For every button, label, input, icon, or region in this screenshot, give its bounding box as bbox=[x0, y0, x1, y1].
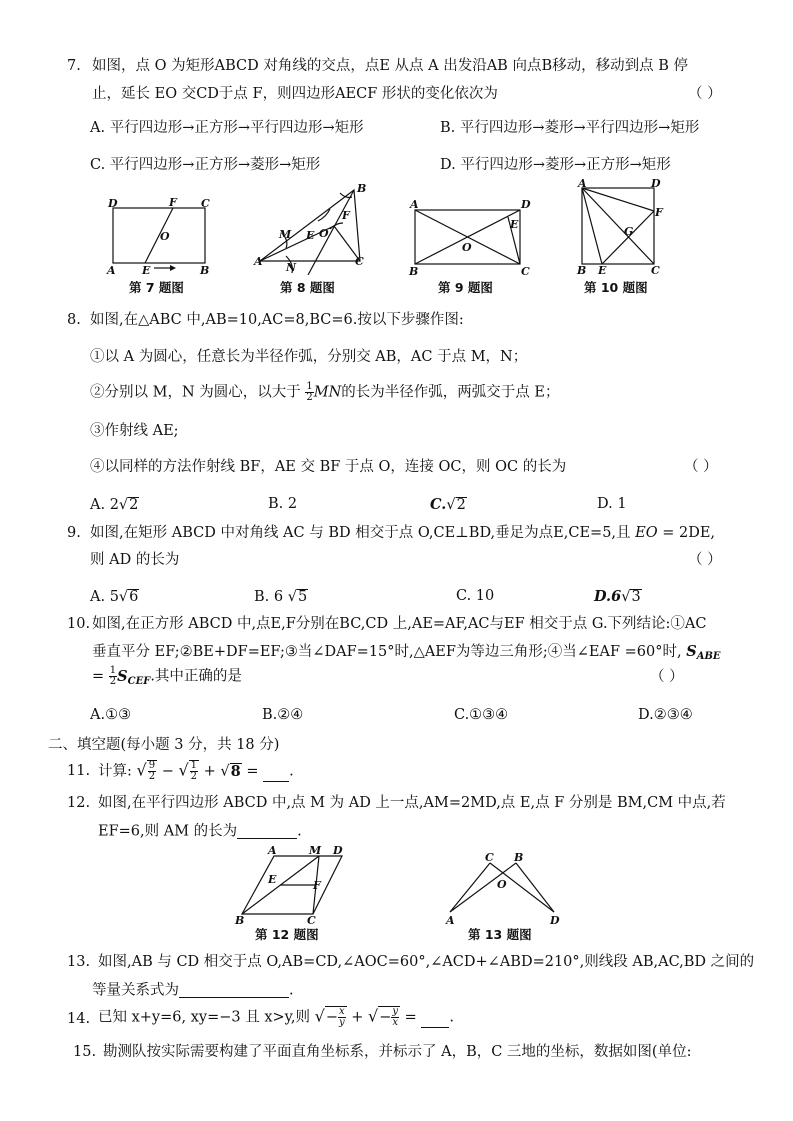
q10-s-abe-sub: ABE bbox=[696, 651, 721, 662]
q7-option-d: D. 平行四边形→菱形→正方形→矩形 bbox=[440, 157, 671, 173]
q11-frac2-den: 2 bbox=[190, 771, 198, 782]
q8-frac-den: 2 bbox=[306, 392, 313, 403]
fig13-label-a: A bbox=[446, 914, 455, 924]
q10-frac-den: 2 bbox=[109, 676, 117, 687]
fig9-label-a: A bbox=[410, 198, 419, 211]
q8-step4: ④以同样的方法作射线 BF，AE 交 BF 于点 O，连接 OC，则 OC 的长为 bbox=[90, 459, 567, 475]
q8-mn: MN bbox=[313, 384, 342, 401]
q9-option-d: D.6√3 bbox=[594, 588, 641, 605]
fig7-label-d: D bbox=[108, 197, 118, 210]
q12-end: . bbox=[297, 823, 302, 840]
q8-text-line1: 如图,在△ABC 中,AB=10,AC=8,BC=6.按以下步骤作图: bbox=[90, 312, 464, 328]
fig9-label-d: D bbox=[521, 198, 531, 211]
fig10-label-b: B bbox=[577, 264, 587, 275]
figure-7-shapes bbox=[113, 208, 205, 268]
fig9-label-c: C bbox=[521, 265, 530, 275]
fig8-label-a: A bbox=[254, 255, 263, 268]
fig12-label-c: C bbox=[307, 914, 316, 924]
arrow-head bbox=[170, 265, 176, 271]
fig7-label-o: O bbox=[160, 230, 170, 243]
q8-step2 bbox=[90, 382, 560, 403]
q9-line1-text: 如图,在矩形 ABCD 中对角线 AC 与 BD 相交于点 O,CE⊥BD,垂足为点E,CE=5,且 bbox=[90, 525, 631, 541]
q10-text-line1: 如图,在正方形 ABCD 中,点E,F分别在BC,CD 上,AE=AF,AC与EF 相交于点 G.下列结论:①AC bbox=[92, 616, 707, 632]
fig13-label-b: B bbox=[514, 851, 524, 864]
q8-number: 8. bbox=[67, 312, 81, 328]
q10-number: 10. bbox=[67, 616, 91, 632]
q11-end: . bbox=[289, 763, 294, 780]
q14-eq: = bbox=[404, 1009, 417, 1026]
figure-13-caption: 第 13 题图 bbox=[468, 927, 532, 942]
q15-number: 15. bbox=[73, 1044, 97, 1060]
q10-option-b: B.②④ bbox=[262, 707, 304, 723]
q11-label: 计算: bbox=[98, 763, 132, 780]
figure-9 bbox=[404, 195, 534, 295]
q8-option-a-radicand: 2 bbox=[129, 497, 139, 513]
q10-option-a: A.①③ bbox=[90, 707, 132, 723]
figure-9-shapes bbox=[415, 210, 520, 264]
q10-s-cef: $S_{CEF}$ bbox=[117, 667, 151, 687]
q10-eq: = bbox=[92, 668, 105, 685]
fig7-label-a: A bbox=[107, 264, 116, 275]
figure-12 bbox=[230, 842, 355, 942]
figure-10-caption: 第 10 题图 bbox=[584, 280, 648, 295]
fig7-label-f: F bbox=[169, 196, 177, 209]
q9-option-a: A. 5√6 bbox=[90, 589, 139, 605]
q9-eo: EO bbox=[635, 525, 658, 541]
fig12-label-d: D bbox=[333, 844, 343, 857]
fig9-label-e: E bbox=[510, 218, 519, 231]
q9-option-d-label: D.6 bbox=[594, 588, 622, 605]
figure-8-caption: 第 8 题图 bbox=[280, 280, 335, 295]
q14-frac1 bbox=[338, 1007, 346, 1028]
q14-end: . bbox=[449, 1009, 455, 1026]
q11-frac2 bbox=[190, 761, 198, 782]
figure-8 bbox=[250, 181, 372, 295]
figure-12-shapes bbox=[242, 856, 342, 914]
fig7-label-c: C bbox=[201, 197, 210, 210]
q15-text-line1: 勘测队按实际需要构建了平面直角坐标系，并标示了 A，B，C 三地的坐标，数据如图(单位: bbox=[103, 1044, 692, 1060]
q9-option-b: B. 6 √5 bbox=[254, 589, 308, 605]
q11-frac2-num: 1 bbox=[190, 760, 198, 771]
q7-text-line2: 止，延长 EO 交CD于点 F，则四边形AECF 形状的变化依次为 bbox=[92, 86, 498, 102]
q10-option-d: D.②③④ bbox=[638, 707, 693, 723]
fig13-label-o: O bbox=[497, 878, 507, 891]
fig10-label-f: F bbox=[655, 206, 663, 219]
q9-option-a-label: A. 5 bbox=[90, 589, 119, 605]
q10-s-abe: $S_{ABE}$ bbox=[686, 643, 721, 662]
fig9-label-b: B bbox=[409, 265, 419, 275]
q10-fraction-half bbox=[109, 666, 117, 687]
q14-frac2-den: x bbox=[392, 1017, 399, 1028]
q10-answer-paren: （ ） bbox=[650, 669, 684, 685]
q8-step1: ①以 A 为圆心，任意长为半径作弧，分别交 AB，AC 于点 M，N； bbox=[90, 349, 528, 365]
fig8-label-e: E bbox=[306, 229, 315, 242]
q8-option-a: A. 2√2 bbox=[90, 497, 139, 513]
q10-option-c: C.①③④ bbox=[454, 707, 509, 723]
fig12-label-b: B bbox=[235, 914, 245, 924]
q12-line2-text: EF=6,则 AM 的长为 bbox=[98, 823, 238, 840]
q8-answer-paren: （ ） bbox=[684, 459, 718, 475]
fig8-label-f: F bbox=[342, 209, 350, 222]
figure-9-caption: 第 9 题图 bbox=[438, 280, 493, 295]
q9-number: 9. bbox=[67, 525, 81, 541]
fig10-label-a: A bbox=[578, 178, 587, 190]
figure-10-shapes bbox=[582, 188, 654, 264]
q11-minus: − bbox=[161, 763, 174, 780]
q7-answer-paren: （ ） bbox=[688, 86, 722, 102]
q9-option-b-label: B. 6 bbox=[254, 589, 284, 605]
figure-7-caption: 第 7 题图 bbox=[129, 280, 184, 295]
q8-step2-before: ②分别以 M，N 为圆心，以大于 bbox=[90, 384, 301, 401]
q12-answer-blank[interactable] bbox=[237, 824, 297, 839]
q12-text-line2 bbox=[98, 824, 302, 839]
q8-option-d: D. 1 bbox=[597, 496, 627, 512]
q11-frac1 bbox=[148, 761, 156, 782]
q10-text-line3 bbox=[92, 666, 242, 687]
fig8-label-c: C bbox=[355, 255, 364, 268]
fig10-label-g: G bbox=[624, 225, 634, 238]
q8-frac-num: 1 bbox=[306, 381, 313, 392]
fig9-label-o: O bbox=[462, 241, 472, 254]
q9-option-a-radicand: 6 bbox=[129, 589, 139, 605]
section2-title: 二、填空题(每小题 3 分，共 18 分) bbox=[48, 737, 280, 753]
q13-number: 13. bbox=[67, 954, 91, 970]
q8-option-c-label: C. bbox=[430, 496, 447, 513]
fig12-label-e: E bbox=[268, 873, 277, 886]
q14-plus: + bbox=[351, 1009, 364, 1026]
fig8-label-m: M bbox=[279, 228, 292, 241]
q10-line2-text: 垂直平分 EF;②BE+DF=EF;③当∠DAF=15°时,△AEF为等边三角形;④当∠EAF =60°时, bbox=[92, 644, 682, 660]
fig8-label-b: B bbox=[357, 182, 367, 195]
q11-eq: = bbox=[246, 763, 259, 780]
figure-10 bbox=[574, 178, 674, 295]
q10-text-line2 bbox=[92, 645, 721, 662]
q13-end: . bbox=[289, 982, 294, 999]
q14-frac2-num: y bbox=[392, 1006, 399, 1017]
fig12-label-m: M bbox=[309, 844, 322, 857]
q8-step3: ③作射线 AE; bbox=[90, 423, 179, 439]
fig13-label-d: D bbox=[550, 914, 560, 924]
q7-option-b: B. 平行四边形→菱形→平行四边形→矩形 bbox=[440, 120, 700, 136]
fig8-label-n: N bbox=[286, 261, 297, 274]
q7-option-a: A. 平行四边形→正方形→平行四边形→矩形 bbox=[90, 120, 364, 136]
q11-plus: + bbox=[203, 763, 216, 780]
q10-frac-num: 1 bbox=[109, 665, 117, 676]
q11-radicand-8: 8 bbox=[230, 762, 241, 780]
fig10-label-d: D bbox=[651, 178, 661, 190]
q13-answer-blank[interactable] bbox=[179, 983, 289, 998]
q7-number: 7. bbox=[67, 58, 81, 74]
q11-frac1-num: 9 bbox=[148, 760, 156, 771]
q8-fraction-half bbox=[305, 382, 313, 403]
figure-12-caption: 第 12 题图 bbox=[255, 927, 319, 942]
q14-answer-blank[interactable] bbox=[421, 1013, 449, 1028]
q9-answer-paren: （ ） bbox=[688, 552, 722, 568]
q14-text: 已知 x+y=6, xy=−3 且 x>y,则 bbox=[98, 1009, 311, 1026]
q12-number: 12. bbox=[67, 795, 91, 811]
q8-option-c: C.√2 bbox=[430, 496, 466, 513]
fig13-label-c: C bbox=[485, 851, 494, 864]
fig7-label-b: B bbox=[200, 264, 210, 275]
q9-option-b-radicand: 5 bbox=[297, 589, 308, 605]
q14-frac1-num: x bbox=[339, 1006, 345, 1017]
q9-option-d-radicand: 3 bbox=[631, 589, 641, 605]
figure-13 bbox=[440, 848, 570, 942]
q14-expression: 已知 x+y=6, xy=−3 且 x>y,则 √− $\frac{x}{y}$ + √− $\frac{y}{x}$ = . bbox=[98, 1006, 455, 1028]
fig12-label-f: F bbox=[313, 879, 321, 892]
q12-text-line1: 如图,在平行四边形 ABCD 中,点 M 为 AD 上一点,AM=2MD,点 E,点 F 分别是 BM,CM 中点,若 bbox=[98, 795, 726, 811]
q8-option-b: B. 2 bbox=[268, 496, 298, 512]
q8-step2-after: 的长为半径作弧，两弧交于点 E； bbox=[341, 384, 560, 401]
q9-eq: = 2DE, bbox=[662, 525, 716, 541]
q11-frac1-den: 2 bbox=[148, 771, 156, 782]
q8-option-a-label: A. 2 bbox=[90, 497, 119, 513]
fig10-label-c: C bbox=[651, 264, 660, 275]
q9-text-line1 bbox=[90, 526, 715, 541]
fig12-label-a: A bbox=[268, 844, 277, 857]
q13-line2-text: 等量关系式为 bbox=[92, 982, 179, 999]
q7-option-c: C. 平行四边形→正方形→菱形→矩形 bbox=[90, 157, 321, 173]
q14-frac1-den: y bbox=[339, 1017, 345, 1028]
q10-s-cef-sub: CEF bbox=[127, 675, 151, 687]
fig10-label-e: E bbox=[598, 264, 607, 275]
q13-text-line2 bbox=[92, 983, 294, 998]
q13-text-line1: 如图,AB 与 CD 相交于点 O,AB=CD,∠AOC=60°,∠ACD+∠ABD=210°,则线段 AB,AC,BD 之间的 bbox=[98, 954, 755, 970]
q14-frac2 bbox=[391, 1007, 399, 1028]
figure-7 bbox=[102, 195, 220, 295]
q9-text-line2: 则 AD 的长为 bbox=[90, 552, 180, 568]
q9-option-c: C. 10 bbox=[456, 588, 495, 604]
q10-line3-after: .其中正确的是 bbox=[150, 668, 242, 685]
fig8-label-o: O bbox=[319, 227, 329, 240]
q11-number: 11. bbox=[67, 763, 91, 779]
q7-text-line1: 如图，点 O 为矩形ABCD 对角线的交点，点E 从点 A 出发沿AB 向点B移动，移动到点 B 停 bbox=[92, 58, 688, 74]
q8-option-c-radicand: 2 bbox=[456, 497, 466, 513]
q11-expression: 计算: √ $\frac{9}{2}$ − √ $\frac{1}{2}$ + √8 = . bbox=[98, 760, 294, 782]
fig7-label-e: E bbox=[142, 264, 151, 275]
q11-answer-blank[interactable] bbox=[263, 767, 289, 782]
q14-number: 14. bbox=[67, 1011, 91, 1027]
